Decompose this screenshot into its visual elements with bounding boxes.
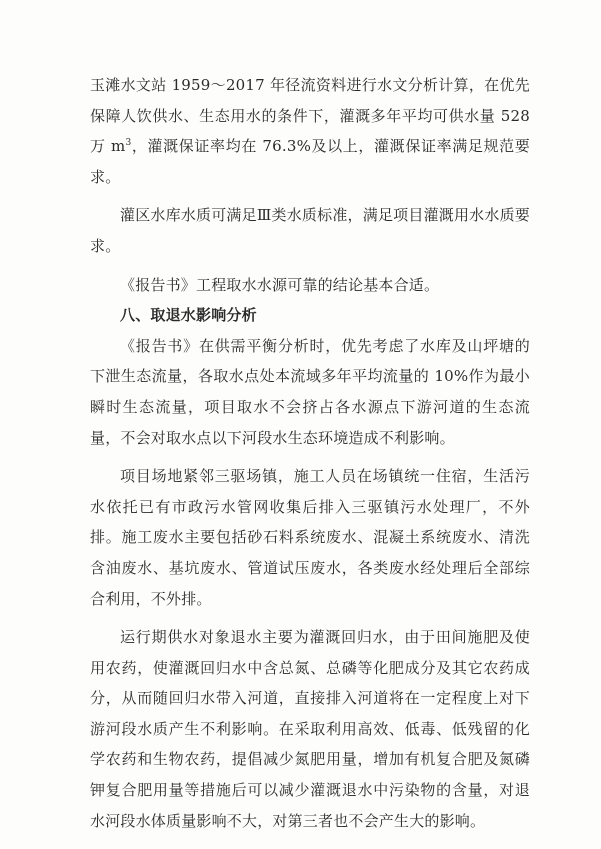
- paragraph-text: ，灌溉保证率均在 76.3%及以上，灌溉保证率满足规范要求。: [90, 137, 531, 186]
- paragraph-gap: [90, 453, 530, 461]
- document-body: [90, 70, 530, 836]
- paragraph-text: 玉滩水文站 1959～2017 年径流资料进行水文分析计算，在优先保障人饮供水、生态用水的条件下，灌溉多年平均可供水量 528 万 m: [90, 76, 530, 156]
- paragraph-irrigation-return-water: 运行期供水对象退水主要为灌溉回归水，由于田间施肥及使用农药，使灌溉回归水中含总氮、总磷等化肥成分及其它农药成分，从而随回归水带入河道，直接排入河道将在一定程度上对下游河段水质产生不利影响。在采取利用高效、低毒、低残留的化学农药和生物农药，提倡减少氮肥用量，增加有机复合肥及氮磷钾复合肥用量等措施后可以减少灌溉退水中污染物的含量，对退水河段水体质量影响不大，对第三者也不会产生大的影响。: [90, 628, 530, 830]
- paragraph-ecological-flow: 《报告书》在供需平衡分析时，优先考虑了水库及山坪塘的下泄生态流量，各取水点处本流域多年平均流量的 10%作为最小瞬时生态流量，项目取水不会挤占各水源点下游河道的生态流量，不会对取水点以下河段水生态环境造成不利影响。: [90, 336, 530, 447]
- paragraph-water-quality: 灌区水库水质可满足Ⅲ类水质标准，满足项目灌溉用水水质要求。: [90, 206, 530, 255]
- paragraph-gap: [90, 192, 530, 200]
- paragraph-conclusion: 《报告书》工程取水水源可靠的结论基本合适。: [120, 275, 440, 294]
- paragraph-gap: [90, 262, 530, 270]
- paragraph-construction-wastewater: 项目场地紧邻三驱场镇，施工人员在场镇统一住宿，生活污水依托已有市政污水管网收集后排入三驱镇污水处理厂，不外排。施工废水主要包括砂石料系统废水、混凝土系统废水、清洗含油废水、基坑废水、管道试压废水，各类废水经处理后全部综合利用，不外排。: [90, 467, 530, 608]
- paragraph-water-supply-analysis: [90, 70, 530, 192]
- paragraph-gap: [90, 614, 530, 622]
- superscript-unit: 3: [125, 138, 132, 149]
- section-heading: 八、取退水影响分析: [120, 306, 257, 325]
